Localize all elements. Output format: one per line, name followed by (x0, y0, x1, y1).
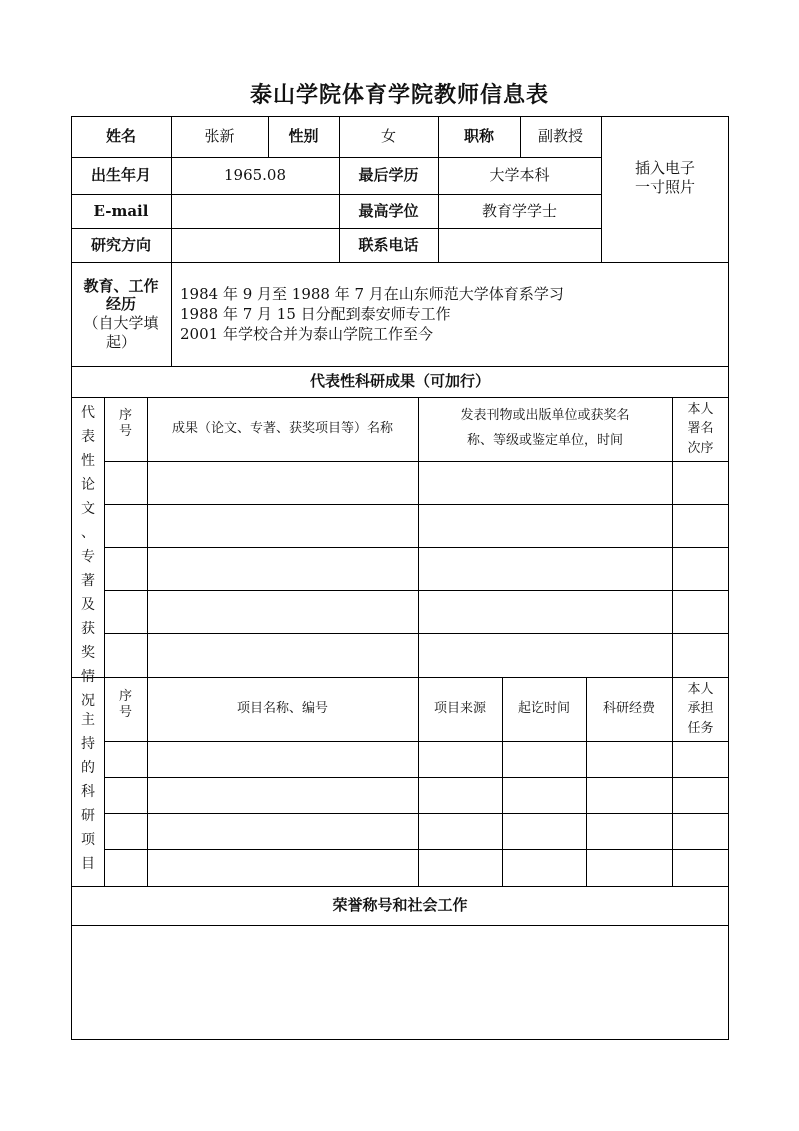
name-value[interactable]: 张新 (204, 127, 235, 146)
rank-label: 职称 (463, 127, 494, 146)
honors-title: 荣誉称号和社会工作 (332, 896, 468, 915)
photo-line-1: 插入电子 (634, 159, 695, 178)
name-label: 姓名 (105, 127, 136, 146)
achievements-side-label: 代 表 性 论 文 、 专 著 及 获 奖 情 况 (81, 405, 95, 709)
achievements-col-no: 序 号 (118, 407, 132, 439)
birth-value[interactable]: 1965.08 (223, 166, 287, 185)
photo-line-2: 一寸照片 (634, 178, 695, 196)
education-label: 最后学历 (358, 166, 419, 185)
research-label: 研究方向 (90, 235, 151, 254)
phone-label: 联系电话 (358, 235, 419, 254)
achievements-col-name: 成果（论文、专著、获奖项目等）名称 (171, 420, 393, 436)
projects-col-no: 序 号 (118, 688, 132, 720)
research-value[interactable] (171, 228, 339, 262)
projects-col-funds: 科研经费 (602, 700, 655, 716)
achievements-col-publisher: 发表刊物或出版单位或获奖名 称、等级或鉴定单位，时间 (460, 408, 630, 448)
projects-col-task: 本人 承担 任务 (687, 681, 714, 736)
projects-side-label: 主 持 的 科 研 项 目 (81, 712, 95, 872)
rank-value[interactable]: 副教授 (537, 127, 583, 146)
page-title: 泰山学院体育学院教师信息表 (249, 82, 549, 108)
projects-col-source: 项目来源 (433, 700, 486, 716)
degree-value[interactable]: 教育学学士 (481, 201, 557, 220)
experience-label (71, 262, 171, 366)
email-value[interactable] (171, 194, 339, 228)
experience-line: 1988 年 7 月 15 日分配到泰安师专工作 (180, 305, 451, 323)
degree-label: 最高学位 (358, 201, 419, 220)
email-label: E-mail (93, 201, 149, 220)
projects-col-time: 起讫时间 (517, 700, 570, 716)
experience-label-line-1: 教育、工作 (83, 276, 159, 295)
honors-content[interactable] (71, 925, 729, 1040)
achievements-col-order: 本人 署名 次序 (687, 401, 714, 456)
achievements-title: 代表性科研成果（可加行） (309, 372, 490, 391)
experience-line: 1984 年 9 月至 1988 年 7 月在山东师范大学体育系学习 (180, 285, 564, 303)
phone-value[interactable] (438, 228, 601, 262)
projects-col-name: 项目名称、编号 (236, 700, 328, 716)
education-value[interactable]: 大学本科 (489, 166, 550, 185)
gender-value[interactable]: 女 (380, 127, 396, 146)
photo-placeholder[interactable] (601, 116, 729, 262)
experience-label-line-2: 经历 (105, 295, 136, 314)
experience-content[interactable] (180, 284, 564, 344)
experience-line: 2001 年学校合并为泰山学院工作至今 (180, 325, 433, 343)
experience-label-line-4: 起） (105, 332, 136, 351)
gender-label: 性别 (288, 127, 319, 146)
experience-label-line-3: （自大学填 (83, 314, 159, 332)
birth-label: 出生年月 (90, 166, 151, 185)
